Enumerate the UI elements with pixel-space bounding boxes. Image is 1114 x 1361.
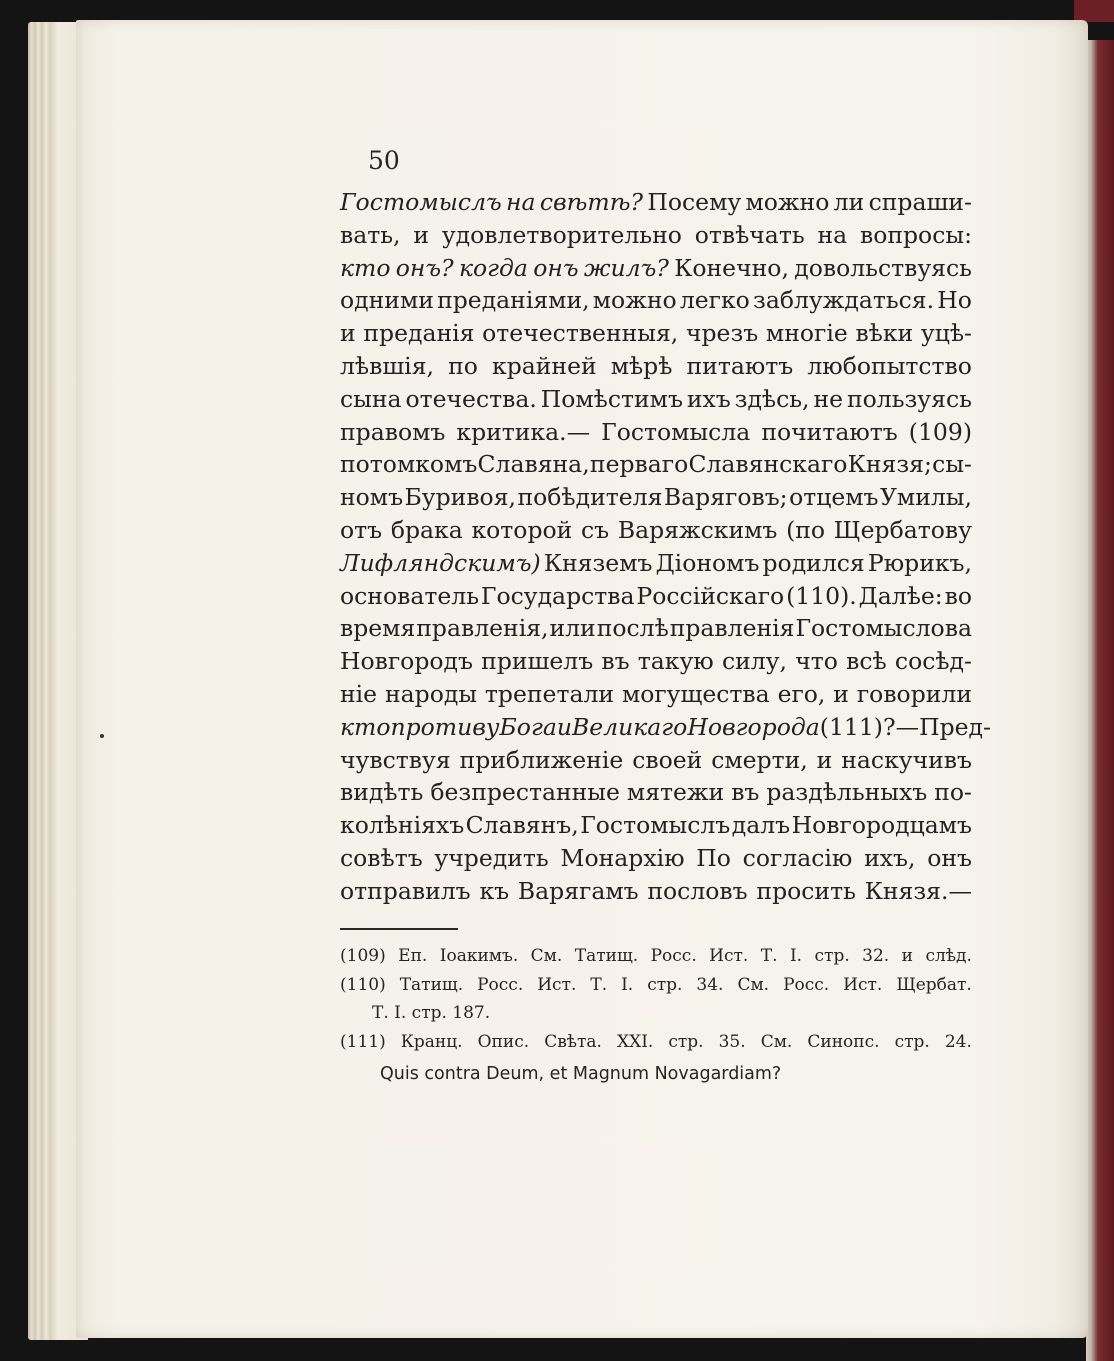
text-line <box>340 317 972 350</box>
word: Россійскаго <box>636 581 785 610</box>
word: критика.— <box>456 417 591 446</box>
footnote-word: стр. <box>668 1031 704 1052</box>
word: родился <box>762 548 865 577</box>
footnote-word: 35. <box>718 1031 746 1052</box>
word: отвѣчать <box>694 220 805 249</box>
footnote-110 <box>340 971 972 1000</box>
word: народы <box>384 679 478 708</box>
page-number: 50 <box>368 146 400 175</box>
word: и <box>833 679 849 708</box>
footnote-word: Опис. <box>477 1031 530 1052</box>
word: въ <box>601 647 630 676</box>
word: отправилъ <box>340 876 471 905</box>
footnote-word: См. <box>530 946 563 966</box>
footnote-word: стр. <box>894 1031 930 1052</box>
italic-word: онъ? <box>395 253 454 282</box>
word: по <box>448 351 478 380</box>
footnote-word: Ист. <box>843 974 883 995</box>
word: Славянъ, <box>465 811 579 840</box>
word: съ <box>581 515 610 544</box>
footnote-word: стр. <box>814 946 850 966</box>
text-line <box>340 744 972 777</box>
footnote-109 <box>340 942 972 971</box>
text-line <box>340 875 972 908</box>
footnote-111-latin <box>340 1060 972 1089</box>
footnotes <box>340 942 972 1089</box>
text-line <box>340 350 972 383</box>
footnote-word: 24. <box>944 1031 972 1052</box>
word: что <box>795 647 838 676</box>
footnote-word: Ист. <box>709 946 749 966</box>
word: почитаютъ <box>761 417 898 446</box>
word: могущества <box>621 679 770 708</box>
word: мѣрѣ <box>610 351 673 380</box>
italic-word: Великаго <box>571 712 688 741</box>
word: онъ <box>927 843 972 872</box>
footnote-word: См. <box>760 1031 793 1052</box>
body-text <box>340 186 991 908</box>
word: многіе <box>765 319 848 348</box>
word: пришелъ <box>481 647 594 676</box>
word: можно <box>592 286 677 315</box>
word: Далѣе: <box>858 581 943 610</box>
word: чувствуя <box>340 745 451 774</box>
text-line <box>340 809 972 842</box>
word: (109) <box>908 417 972 446</box>
word: всѣ <box>846 647 887 676</box>
word: Гостомысла <box>601 417 751 446</box>
word: далъ <box>731 811 791 840</box>
italic-word: когда <box>458 253 528 282</box>
word: сына <box>340 384 402 413</box>
word: (110). <box>786 581 857 610</box>
word: отечественныя, <box>482 319 679 348</box>
footnote-word: слѣд. <box>925 946 972 966</box>
word: заблуждаться. <box>753 286 935 315</box>
footnote-word: Росс. <box>477 974 524 995</box>
text-line <box>340 448 972 481</box>
word: безпрестанные <box>430 778 620 807</box>
word: вать, <box>340 220 401 249</box>
word: послѣ <box>596 614 669 643</box>
footnote-word: (111) <box>340 1031 386 1052</box>
footnote-word: XXI. <box>617 1031 654 1052</box>
word: лѣвшія, <box>340 351 434 380</box>
footnote-word: Еп. <box>398 946 428 966</box>
italic-word: Гостомыслъ <box>340 188 502 216</box>
text-line <box>340 612 972 645</box>
word: Славянскаго <box>688 450 848 479</box>
word: побѣдителя <box>517 483 663 512</box>
word: крайней <box>492 351 597 380</box>
word: Посему <box>647 188 742 216</box>
word: преданія <box>363 319 475 348</box>
word: отечества. <box>405 384 537 413</box>
word: и <box>340 319 356 348</box>
italic-word: на <box>506 188 536 216</box>
text-line <box>340 284 972 317</box>
italic-word: и <box>556 712 572 741</box>
word: видѣть <box>340 778 424 807</box>
word: Но <box>937 286 972 315</box>
text-line <box>340 711 991 744</box>
footnote-word: (109) <box>340 946 386 966</box>
word: Рюрикъ, <box>867 548 972 577</box>
word: сосѣд- <box>894 647 972 676</box>
italic-word: противу <box>390 712 500 741</box>
footnote-word: Щербат. <box>896 974 972 995</box>
word: которой <box>471 515 573 544</box>
word: пользуясь <box>846 384 972 413</box>
word: Конечно, <box>674 253 789 282</box>
footnote-word: Татищ. <box>399 974 464 995</box>
footnote-word: См. <box>737 974 770 995</box>
word: его, <box>777 679 826 708</box>
footnote-word: 32. <box>862 946 890 966</box>
italic-word: Новгорода <box>687 712 820 741</box>
text-line <box>340 514 972 547</box>
word: преданіями, <box>437 286 590 315</box>
footnote-word: и <box>901 946 913 966</box>
margin-mark <box>100 734 104 738</box>
word: Варяговъ; <box>663 483 788 512</box>
footnote-110-continuation-text: Т. I. стр. 187. <box>372 1003 491 1023</box>
text-line <box>340 580 972 613</box>
word: совѣтъ <box>340 843 423 872</box>
word: просить <box>756 876 856 905</box>
word: приближеніе <box>459 745 624 774</box>
word: любопытство <box>807 351 972 380</box>
footnote-word: Кранц. <box>400 1031 463 1052</box>
word: Княземъ <box>543 548 653 577</box>
word: номъ <box>340 483 404 512</box>
word: пословъ <box>647 876 748 905</box>
word: къ <box>479 876 510 905</box>
word: не <box>813 384 844 413</box>
word: брака <box>390 515 463 544</box>
word: трепетали <box>484 679 615 708</box>
word: отцемъ <box>789 483 879 512</box>
word: Государства <box>480 581 635 610</box>
text-line <box>340 481 972 514</box>
word: и <box>413 220 430 249</box>
footnote-word: Т. <box>590 974 608 995</box>
word: чрезъ <box>685 319 759 348</box>
word: перваго <box>589 450 689 479</box>
word: ли <box>833 188 865 216</box>
footnote-rule <box>340 928 458 930</box>
word: основатель <box>340 581 479 610</box>
word: питаютъ <box>686 351 794 380</box>
text-line <box>340 645 972 678</box>
footnote-word: Ист. <box>537 974 577 995</box>
word: Князя; <box>847 450 932 479</box>
word: ихъ <box>686 384 731 413</box>
word: наскучивъ <box>841 745 972 774</box>
text-line <box>340 219 972 252</box>
word: легко <box>679 286 750 315</box>
italic-word: Лифляндскимъ) <box>340 548 541 577</box>
word: колѣніяхъ <box>340 811 465 840</box>
word: по- <box>934 778 972 807</box>
word: вѣки <box>855 319 914 348</box>
word: Новгородъ <box>340 647 473 676</box>
word: силу, <box>721 647 788 676</box>
word: согласію <box>742 843 853 872</box>
italic-word: жилъ? <box>583 253 669 282</box>
word: Варяжскимъ <box>617 515 778 544</box>
word: и <box>816 745 833 774</box>
word: правленія, <box>416 614 549 643</box>
text-line <box>340 678 972 711</box>
book-spine <box>1086 40 1114 1361</box>
footnote-111 <box>340 1028 972 1057</box>
footnote-word: Синопс. <box>807 1031 880 1052</box>
word: Діономъ <box>655 548 760 577</box>
word: Варягамъ <box>517 876 639 905</box>
word: уцѣ- <box>920 319 972 348</box>
word: правомъ <box>340 417 446 446</box>
word: По <box>696 843 731 872</box>
book-cover-top <box>1074 0 1114 22</box>
word: раздѣльныхъ <box>766 778 928 807</box>
footnote-word: Татищ. <box>574 946 639 966</box>
word: удовлетворительно <box>441 220 682 249</box>
footnote-word: I. <box>621 974 634 995</box>
word: сы- <box>932 450 972 479</box>
italic-word: онъ <box>533 253 579 282</box>
footnote-word: Росс. <box>783 974 830 995</box>
footnote-110-continuation <box>340 999 972 1028</box>
word: вопросы: <box>859 220 972 249</box>
word: или <box>549 614 596 643</box>
word: правленія <box>669 614 795 643</box>
word: мятежи <box>626 778 725 807</box>
word: своей <box>632 745 703 774</box>
italic-word: свѣтѣ? <box>539 188 644 216</box>
word: (по <box>786 515 826 544</box>
footnote-word: Т. <box>760 946 778 966</box>
word: ихъ, <box>864 843 916 872</box>
word: такую <box>637 647 714 676</box>
word: отъ <box>340 515 383 544</box>
word: время <box>340 614 416 643</box>
word: учредить <box>434 843 549 872</box>
word: Гостомыслъ <box>580 811 731 840</box>
word: можно <box>745 188 830 216</box>
word: Помѣстимъ <box>540 384 683 413</box>
word: Монархію <box>560 843 685 872</box>
footnote-word: (110) <box>340 974 386 995</box>
word: Щербатову <box>833 515 972 544</box>
text-line <box>340 252 972 285</box>
word: ніе <box>340 679 378 708</box>
footnote-word: Свѣта. <box>544 1031 602 1052</box>
word: въ <box>731 778 760 807</box>
word: одними <box>340 286 434 315</box>
footnote-word: Росс. <box>650 946 697 966</box>
footnote-word: 34. <box>696 974 724 995</box>
text-line <box>340 842 972 875</box>
footnote-word: I. <box>789 946 803 966</box>
italic-word: Бога <box>499 712 557 741</box>
footnote-111-latin-text: Quis contra Deum, et Magnum Novagardiam? <box>380 1064 782 1084</box>
footnote-word: Іоакимъ. <box>439 946 519 966</box>
word: говорили <box>856 679 972 708</box>
word: Гостомыслова <box>795 614 972 643</box>
word: потомкомъ <box>340 450 478 479</box>
footnote-word: стр. <box>647 974 683 995</box>
text-line <box>340 776 972 809</box>
text-line <box>340 383 972 416</box>
word: Новгородцамъ <box>791 811 972 840</box>
text-line <box>340 547 972 580</box>
text-line <box>340 186 972 219</box>
italic-word: кто <box>340 712 391 741</box>
word: Славяна, <box>477 450 590 479</box>
word: смерти, <box>711 745 808 774</box>
text-line <box>340 416 972 449</box>
word: спраши- <box>868 188 972 216</box>
word: на <box>817 220 848 249</box>
italic-word: кто <box>340 253 391 282</box>
word: Умилы, <box>879 483 972 512</box>
word: Буривоя, <box>404 483 516 512</box>
word: во <box>944 581 972 610</box>
word: довольствуясь <box>794 253 972 282</box>
word: здѣсь, <box>734 384 810 413</box>
word: Князя.— <box>864 876 972 905</box>
word: (111)?—Пред- <box>819 712 991 741</box>
